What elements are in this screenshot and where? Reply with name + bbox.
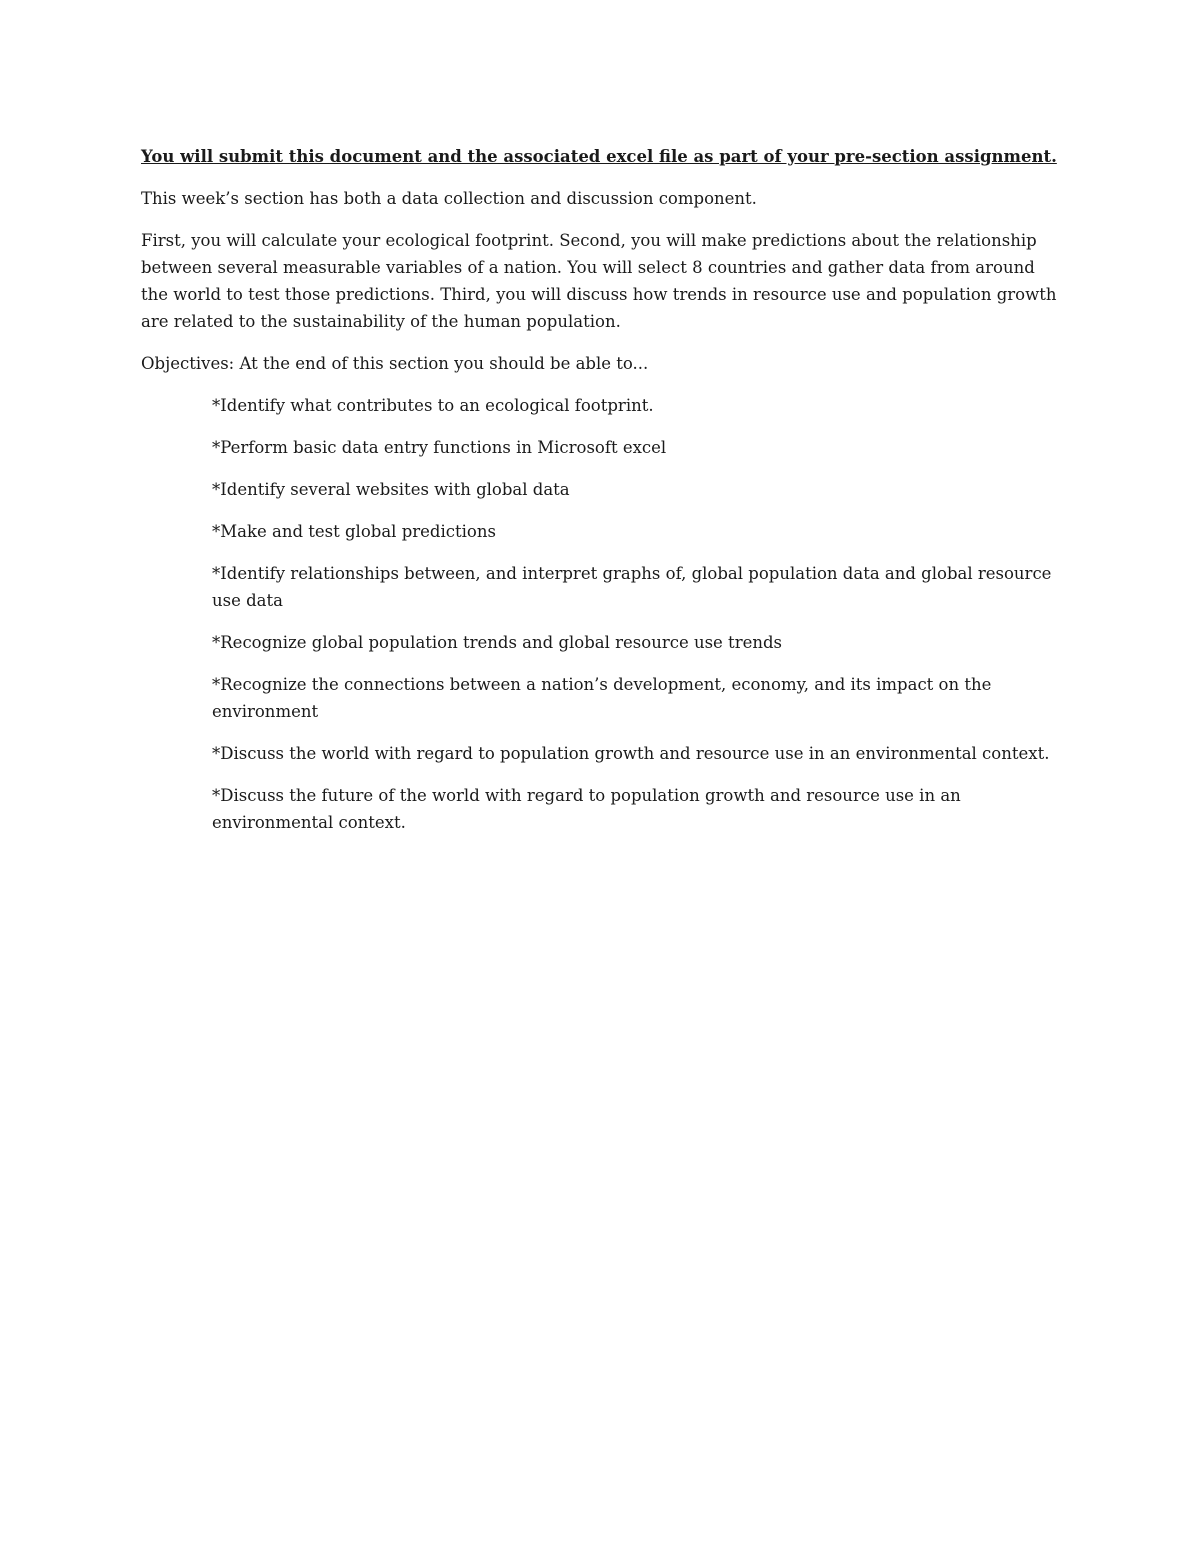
objective-item: *Identify what contributes to an ecological footprint. — [212, 396, 654, 415]
assignment-heading: You will submit this document and the associated excel file as part of your pre-section assignment. — [141, 147, 1057, 166]
objective-item: *Discuss the world with regard to population growth and resource use in an environmental context. — [212, 744, 1050, 763]
intro-paragraph: This week’s section has both a data collection and discussion component. — [141, 189, 757, 208]
objective-item: *Recognize the connections between a nation’s development, economy, and its impact on the environment — [212, 675, 992, 721]
objective-item: *Perform basic data entry functions in Microsoft excel — [212, 438, 667, 457]
objectives-intro: Objectives: At the end of this section you should be able to... — [141, 354, 649, 373]
overview-paragraph: First, you will calculate your ecological footprint. Second, you will make predictions about the relationship between several measurable variables of a nation. You will select 8 countries and gather data from around the world to test those predictions. Third, you will discuss how trends in resource use and population growth are related to the sustainability of the human population. — [141, 231, 1057, 331]
objective-item: *Discuss the future of the world with regard to population growth and resource use in an environmental context. — [212, 786, 961, 832]
objectives-list — [141, 392, 1059, 836]
objective-item: *Identify several websites with global data — [212, 480, 570, 499]
objective-item: *Make and test global predictions — [212, 522, 496, 541]
objective-item: *Identify relationships between, and interpret graphs of, global population data and global resource use data — [212, 564, 1052, 610]
objective-item: *Recognize global population trends and global resource use trends — [212, 633, 782, 652]
document-body — [141, 143, 1059, 851]
